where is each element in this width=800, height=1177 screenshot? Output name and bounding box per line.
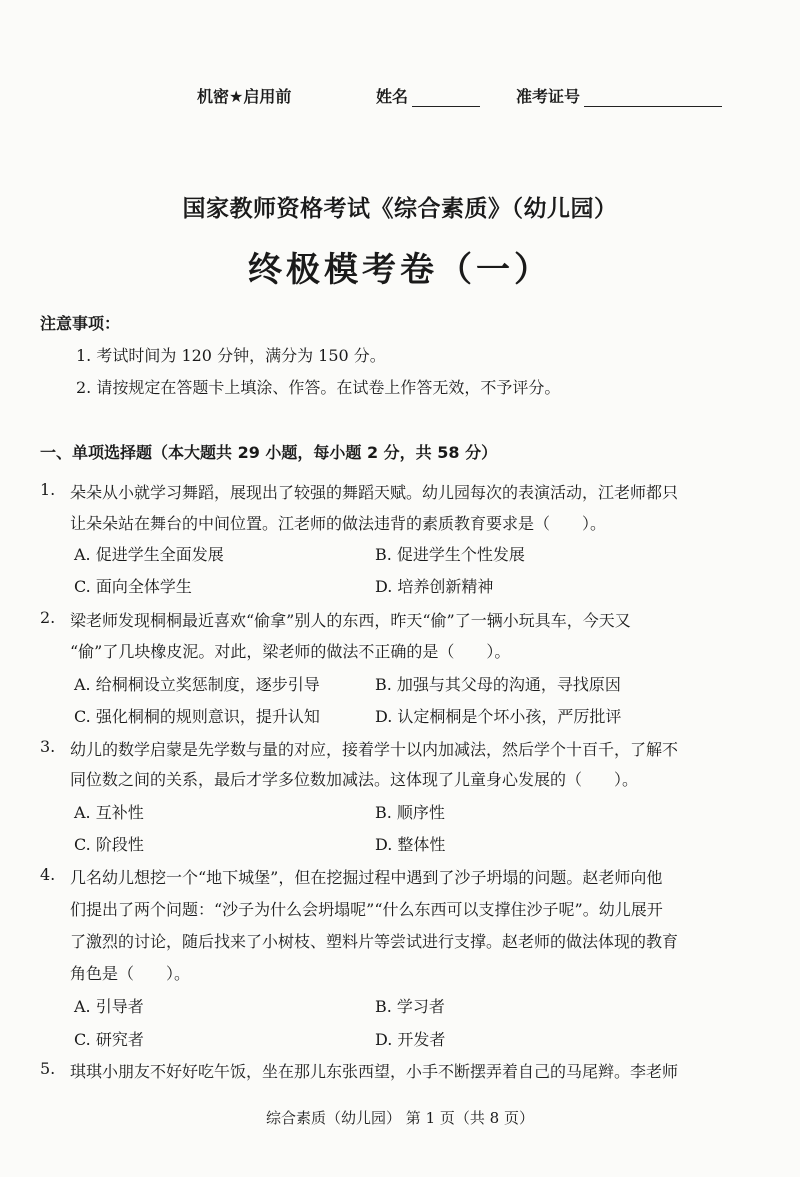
paper-title: 终极模考卷（一）: [248, 250, 552, 290]
question-text: “偷”了几块橡皮泥。对此，梁老师的做法不正确的是（ ）。: [70, 642, 511, 661]
notice-heading: 注意事项：: [40, 314, 121, 333]
option-a: A. 引导者: [74, 997, 144, 1016]
question-text: 幼儿的数学启蒙是先学数与量的对应，接着学十以内加减法，然后学个十百千，了解不: [70, 740, 679, 759]
option-b: B. 学习者: [375, 997, 445, 1016]
confidential-mark: 机密★启用前: [197, 87, 292, 106]
exam-id-blank: [584, 88, 722, 107]
notice-item: 1. 考试时间为 120 分钟，满分为 150 分。: [76, 346, 386, 365]
question-text: 同位数之间的关系，最后才学多位数加减法。这体现了儿童身心发展的（ ）。: [70, 770, 639, 789]
option-a: A. 互补性: [74, 803, 144, 822]
page-footer: 综合素质（幼儿园） 第 1 页（共 8 页）: [266, 1109, 534, 1127]
name-label: 姓名: [376, 87, 409, 106]
question-text: 们提出了两个问题：“沙子为什么会坍塌呢”“什么东西可以支撑住沙子呢”。幼儿展开: [70, 900, 663, 919]
name-blank: [412, 88, 480, 107]
header-line: [0, 84, 800, 108]
question-number: 1.: [40, 480, 56, 499]
option-d: D. 培养创新精神: [375, 577, 494, 596]
question-number: 2.: [40, 608, 56, 627]
option-d: D. 整体性: [375, 835, 446, 854]
question-text: 让朵朵站在舞台的中间位置。江老师的做法违背的素质教育要求是（ ）。: [70, 514, 607, 533]
exam-title: 国家教师资格考试《综合素质》（幼儿园）: [182, 196, 618, 222]
exam-id-label: 准考证号: [516, 87, 581, 106]
option-d: D. 认定桐桐是个坏小孩，严厉批评: [375, 707, 622, 726]
question-text: 角色是（ ）。: [70, 964, 191, 983]
question-text: 琪琪小朋友不好好吃午饭，坐在那儿东张西望，小手不断摆弄着自己的马尾辫。李老师: [70, 1062, 679, 1081]
option-b: B. 促进学生个性发展: [375, 545, 525, 564]
option-c: C. 研究者: [74, 1030, 144, 1049]
option-a: A. 给桐桐设立奖惩制度，逐步引导: [74, 675, 320, 694]
exam-id-field: [516, 84, 722, 107]
question-text: 朵朵从小就学习舞蹈，展现出了较强的舞蹈天赋。幼儿园每次的表演活动，江老师都只: [70, 483, 679, 502]
question-text: 几名幼儿想挖一个“地下城堡”，但在挖掘过程中遇到了沙子坍塌的问题。赵老师向他: [70, 868, 663, 887]
option-c: C. 强化桐桐的规则意识，提升认知: [74, 707, 320, 726]
option-d: D. 开发者: [375, 1030, 446, 1049]
option-a: A. 促进学生全面发展: [74, 545, 224, 564]
option-c: C. 阶段性: [74, 835, 144, 854]
question-number: 3.: [40, 737, 56, 756]
name-field: [376, 84, 480, 107]
section-heading: 一、单项选择题（本大题共 29 小题，每小题 2 分，共 58 分）: [40, 443, 498, 462]
option-b: B. 加强与其父母的沟通，寻找原因: [375, 675, 621, 694]
option-c: C. 面向全体学生: [74, 577, 192, 596]
question-number: 4.: [40, 865, 56, 884]
notice-item: 2. 请按规定在答题卡上填涂、作答。在试卷上作答无效，不予评分。: [76, 378, 561, 397]
option-b: B. 顺序性: [375, 803, 445, 822]
question-number: 5.: [40, 1059, 56, 1078]
question-text: 梁老师发现桐桐最近喜欢“偷拿”别人的东西，昨天“偷”了一辆小玩具车，今天又: [70, 611, 631, 630]
question-text: 了激烈的讨论，随后找来了小树枝、塑料片等尝试进行支撑。赵老师的做法体现的教育: [70, 932, 679, 951]
